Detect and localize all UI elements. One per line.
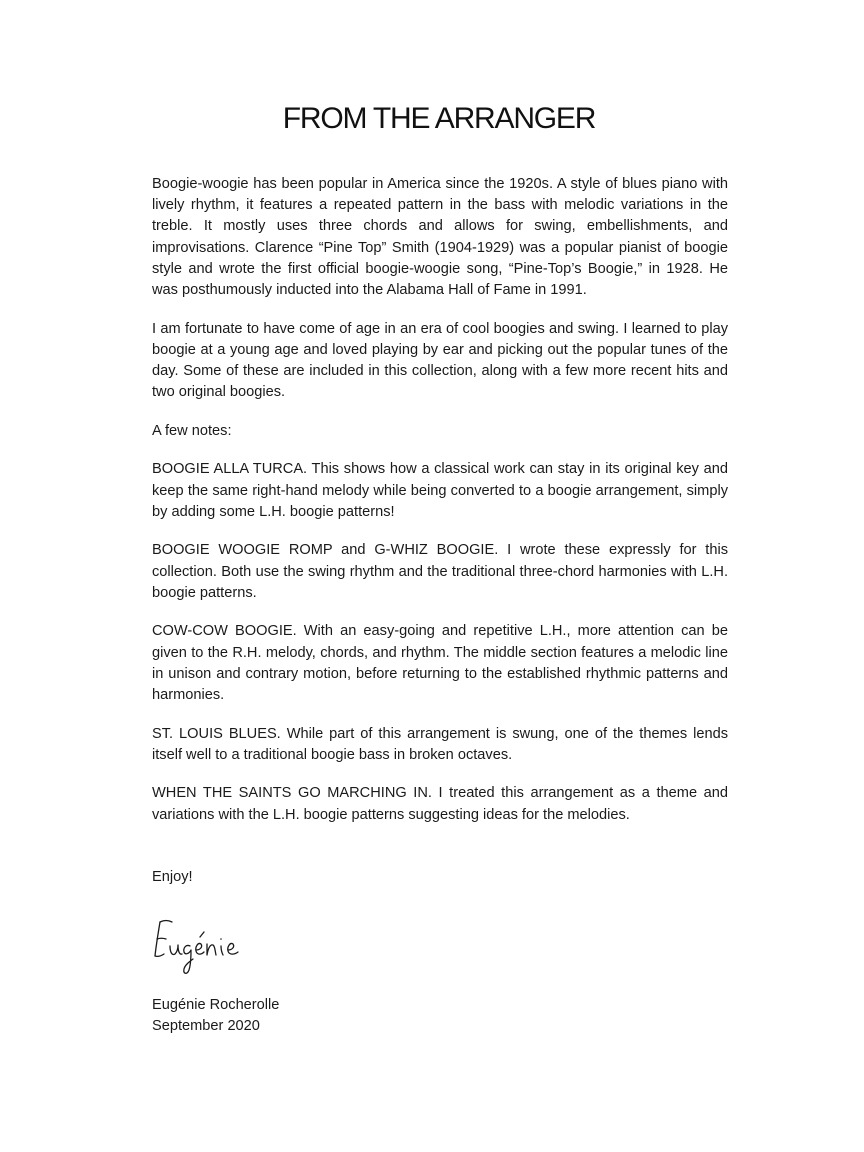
page-title: FROM THE ARRANGER [282, 102, 596, 135]
paragraph-notes-heading: A few notes: [152, 422, 232, 439]
paragraph-intro: Boogie-woogie has been popular in America since the 1920s. A style of blues piano with lively rhythm, it features a repeated pattern in the bass with melodic variations in the treble. It mostly uses three chords and allows for swing, embellishments, and improvisations. Clarence “Pine Top” Smith (1904-1929) was a popular pianist of boogie style and wrote the first official boogie-woogie song, “Pine-Top’s Boogie,” in 1928. He was posthumously inducted into the Alabama Hall of Fame in 1991. [152, 176, 728, 299]
paragraph-personal: I am fortunate to have come of age in an era of cool boogies and swing. I learned to play boogie at a young age and loved playing by ear and picking out the popular tunes of the day. Some of these are included in this collection, along with a few more recent hits and two original boogies. [152, 320, 728, 401]
paragraph-when-the-saints: WHEN THE SAINTS GO MARCHING IN. I treated this arrangement as a theme and variations with the L.H. boogie patterns suggesting ideas for the melodies. [152, 785, 728, 823]
body-text [152, 174, 728, 843]
handwritten-signature [146, 912, 256, 984]
closing-text: Enjoy! [152, 869, 193, 885]
paragraph-st-louis-blues: ST. LOUIS BLUES. While part of this arrangement is swung, one of the themes lends itself well to a traditional boogie bass in broken octaves. [152, 725, 728, 763]
signoff-date: September 2020 [152, 1018, 260, 1035]
paragraph-cow-cow-boogie: COW-COW BOOGIE. With an easy-going and repetitive L.H., more attention can be given to the R.H. melody, chords, and rhythm. The middle section features a melodic line in unison and contrary motion, before returning to the established rhythmic patterns and harmonies. [152, 623, 728, 704]
paragraph-boogie-alla-turca: BOOGIE ALLA TURCA. This shows how a classical work can stay in its original key and keep the same right-hand melody while being converted to a boogie arrangement, simply by adding some L.H. boogie patterns! [152, 461, 728, 520]
signoff [152, 995, 279, 1038]
paragraph-boogie-woogie-romp: BOOGIE WOOGIE ROMP and G-WHIZ BOOGIE. I wrote these expressly for this collection. Both use the swing rhythm and the traditional three-chord harmonies with L.H. boogie patterns. [152, 542, 728, 601]
author-name: Eugénie Rocherolle [152, 997, 280, 1013]
